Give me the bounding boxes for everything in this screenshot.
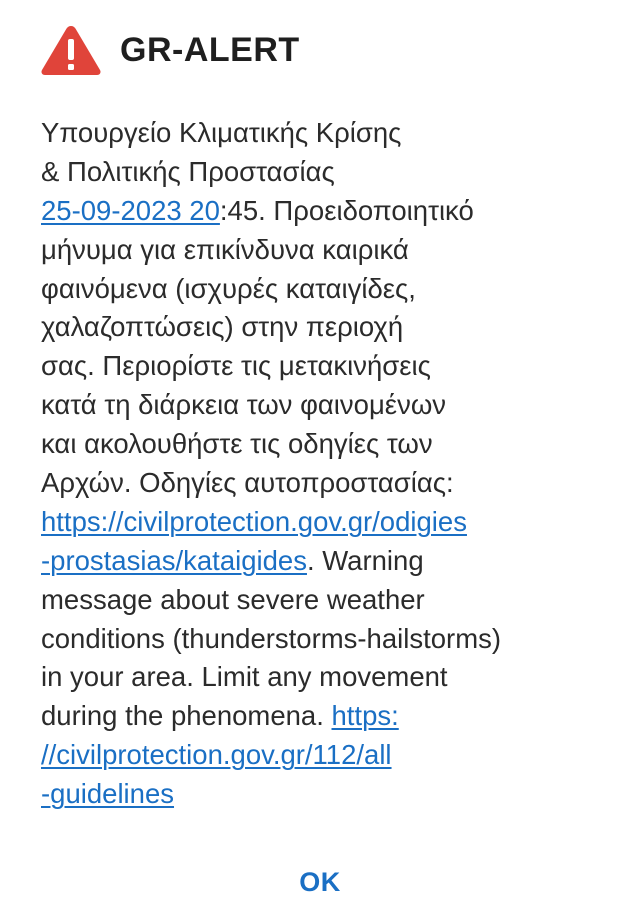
guidelines-link-greek[interactable]: https://civilprotection.gov.gr/odigies	[41, 505, 467, 537]
message-line: και ακολουθήστε τις οδηγίες των	[41, 428, 433, 460]
date-link[interactable]: 25-09-2023 20	[41, 194, 220, 226]
message-line	[41, 503, 611, 542]
message-line: σας. Περιορίστε τις μετακινήσεις	[41, 350, 431, 382]
message-line: & Πολιτικής Προστασίας	[41, 155, 335, 187]
message-line: in your area. Limit any movement	[41, 661, 448, 693]
message-line	[41, 542, 611, 581]
message-text: during the phenomena.	[41, 700, 332, 732]
message-line: φαινόμενα (ισχυρές καταιγίδες,	[41, 272, 416, 304]
message-line	[41, 736, 611, 775]
warning-triangle-icon	[40, 24, 102, 76]
guidelines-link-english-cont[interactable]: //civilprotection.gov.gr/112/all	[41, 739, 392, 771]
message-line: κατά τη διάρκεια των φαινομένων	[41, 389, 447, 421]
message-line: Υπουργείο Κλιματικής Κρίσης	[41, 117, 402, 148]
message-line: μήνυμα για επικίνδυνα καιρικά	[41, 233, 409, 265]
message-text: :45. Προειδοποιητικό	[219, 194, 474, 226]
alert-message	[41, 114, 611, 814]
message-line	[41, 192, 611, 231]
guidelines-link-english[interactable]: https:	[331, 700, 399, 732]
message-line	[41, 697, 611, 736]
alert-header	[40, 24, 300, 76]
message-line: conditions (thunderstorms-hailstorms)	[41, 622, 502, 654]
message-line	[41, 775, 611, 814]
message-text: . Warning	[306, 544, 424, 576]
guidelines-link-english-end[interactable]: -guidelines	[41, 778, 175, 810]
message-line: χαλαζοπτώσεις) στην περιοχή	[41, 311, 404, 343]
alert-title: GR-ALERT	[120, 30, 300, 69]
ok-button[interactable]: OK	[299, 866, 341, 897]
message-line: Αρχών. Οδηγίες αυτοπροστασίας:	[41, 467, 454, 499]
message-line: message about severe weather	[41, 583, 425, 615]
guidelines-link-greek-cont[interactable]: -prostasias/kataigides	[41, 544, 307, 576]
